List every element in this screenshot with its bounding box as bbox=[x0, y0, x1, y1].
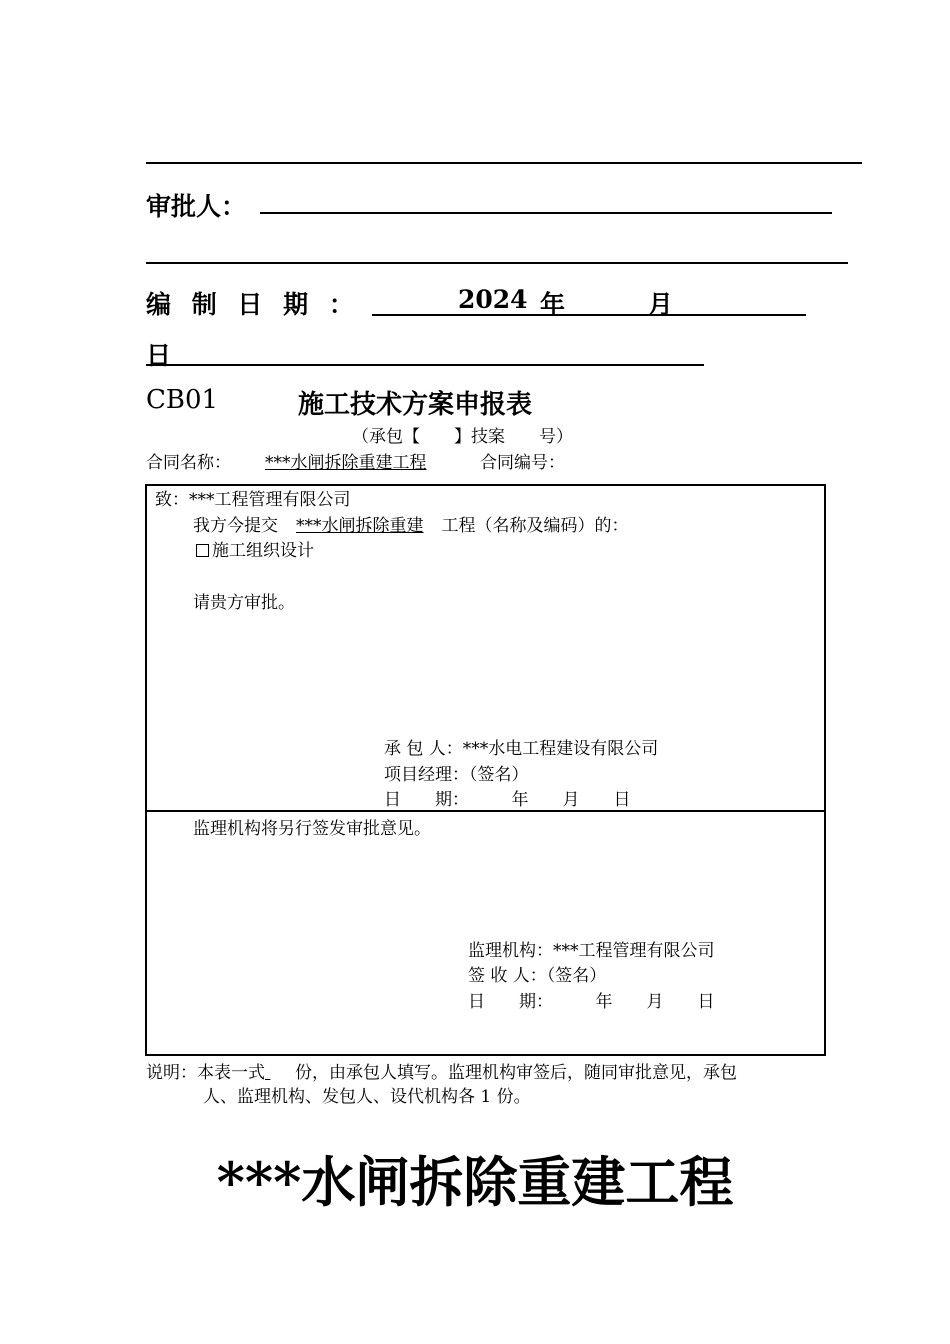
form-code: CB01 bbox=[146, 385, 219, 415]
supervisor-date-line: 日 期： 年 月 日 bbox=[468, 992, 715, 1012]
date-year: 2024 bbox=[458, 285, 528, 314]
receiver-line: 签 收 人：（签名） bbox=[468, 966, 607, 986]
submit-prefix: 我方今提交 bbox=[193, 516, 278, 536]
date-day-unit: 日 bbox=[146, 341, 172, 370]
note-suffix: 份，由承包人填写。监理机构审签后，随同审批意见，承包 bbox=[295, 1063, 737, 1083]
contract-name-label: 合同名称： bbox=[146, 453, 231, 473]
project-title: ***水闸拆除重建工程 bbox=[216, 1150, 734, 1214]
checkbox-row bbox=[196, 541, 314, 561]
top-rule bbox=[146, 162, 862, 164]
form-subtitle: （承包【 】技案 号） bbox=[352, 427, 573, 447]
checkbox-label: 施工组织设计 bbox=[212, 541, 314, 561]
date-label: 编 制 日 期 ： bbox=[146, 290, 360, 319]
date-year-unit: 年 bbox=[540, 290, 566, 319]
approver-underline bbox=[260, 212, 832, 214]
note-prefix: 说明：本表一式 bbox=[146, 1063, 265, 1083]
middle-rule bbox=[146, 262, 848, 264]
project-manager-line: 项目经理：（签名） bbox=[384, 765, 529, 785]
contractor-date-line: 日 期： 年 月 日 bbox=[384, 790, 631, 810]
form-divider bbox=[145, 810, 826, 812]
supervisor-note: 监理机构将另行签发审批意见。 bbox=[193, 819, 431, 839]
submit-project-field bbox=[278, 516, 442, 536]
date-month-unit: 月 bbox=[648, 290, 674, 319]
submit-suffix: 工程（名称及编码）的： bbox=[441, 516, 629, 536]
supervisor-org-line: 监理机构：***工程管理有限公司 bbox=[468, 941, 715, 961]
submit-project: ***水闸拆除重建 bbox=[296, 516, 424, 536]
day-underline bbox=[146, 364, 704, 366]
request-line: 请贵方审批。 bbox=[193, 593, 295, 613]
contract-name-text: ***水闸拆除重建工程 bbox=[265, 453, 427, 473]
approver-label: 审批人： bbox=[146, 192, 247, 221]
contract-no-label: 合同编号： bbox=[480, 453, 565, 473]
note-line-1 bbox=[146, 1063, 737, 1083]
copies-blank bbox=[265, 1063, 295, 1083]
date-underline bbox=[372, 314, 806, 316]
contract-name-value bbox=[240, 453, 480, 473]
note-line-2: 人、监理机构、发包人、设代机构各 1 份。 bbox=[203, 1087, 531, 1107]
checkbox-icon[interactable] bbox=[196, 544, 209, 557]
submit-line bbox=[193, 516, 629, 536]
addressee-line: 致：***工程管理有限公司 bbox=[155, 490, 351, 510]
contractor-line: 承 包 人：***水电工程建设有限公司 bbox=[384, 739, 659, 759]
form-title: 施工技术方案申报表 bbox=[298, 390, 533, 420]
